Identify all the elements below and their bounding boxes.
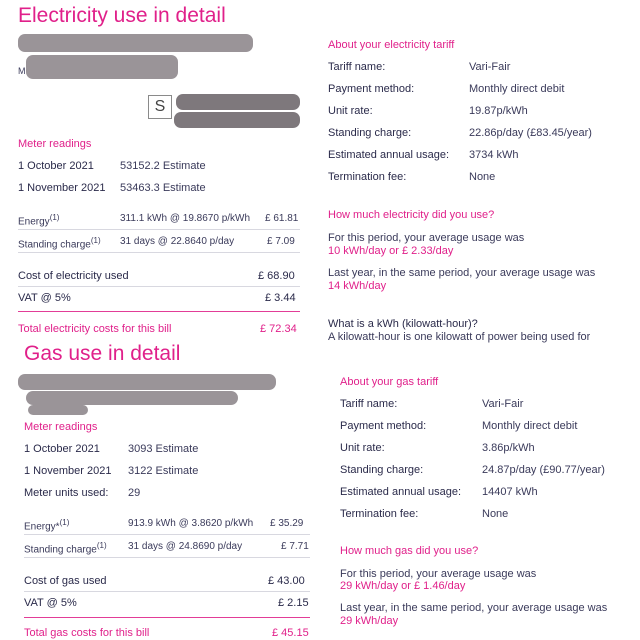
gas-meter-units-value: 29 bbox=[128, 487, 141, 499]
electricity-tariff-value-1: Vari-Fair bbox=[469, 61, 511, 73]
redacted-address-line-2 bbox=[26, 55, 178, 79]
gas-tariff-value-6: None bbox=[482, 508, 509, 520]
gas-energy-detail: 913.9 kWh @ 3.8620 p/kWh bbox=[128, 518, 254, 529]
electricity-vat-amount: £ 3.44 bbox=[265, 292, 296, 304]
meter-serial-prefix-box: S bbox=[148, 95, 172, 119]
kwh-text: A kilowatt-hour is one kilowatt of power being used for bbox=[328, 331, 591, 343]
gas-total-amount: £ 45.15 bbox=[272, 627, 309, 639]
gas-vat-label: VAT @ 5% bbox=[24, 597, 77, 609]
electricity-energy-label: Energy$^{(1)}$ bbox=[18, 213, 60, 228]
total-divider bbox=[24, 617, 310, 618]
electricity-period-text: For this period, your average usage was bbox=[328, 232, 525, 244]
gas-meter-readings-heading: Meter readings bbox=[24, 421, 98, 433]
electricity-usage-heading: How much electricity did you use? bbox=[328, 209, 495, 221]
gas-tariff-heading: About your gas tariff bbox=[340, 376, 439, 388]
electricity-tariff-value-4: 22.86p/day (£83.45/year) bbox=[469, 127, 592, 139]
gas-cost-label: Cost of gas used bbox=[24, 575, 107, 587]
electricity-small-m: M bbox=[18, 66, 26, 76]
gas-lastyear-value: 29 kWh/day bbox=[340, 615, 399, 627]
electricity-total-amount: £ 72.34 bbox=[260, 323, 297, 335]
electricity-tariff-label-3: Unit rate: bbox=[328, 105, 373, 117]
redacted-gas-address-2 bbox=[26, 391, 238, 405]
electricity-period-value: 10 kWh/day or £ 2.33/day bbox=[328, 245, 454, 257]
electricity-lastyear-value: 14 kWh/day bbox=[328, 280, 387, 292]
electricity-total-label: Total electricity costs for this bill bbox=[18, 323, 172, 335]
electricity-tariff-label-5: Estimated annual usage: bbox=[328, 149, 450, 161]
electricity-tariff-label-2: Payment method: bbox=[328, 83, 415, 95]
gas-period-text: For this period, your average usage was bbox=[340, 568, 537, 580]
gas-tariff-value-1: Vari-Fair bbox=[482, 398, 524, 410]
electricity-tariff-label-6: Termination fee: bbox=[328, 171, 407, 183]
electricity-tariff-value-6: None bbox=[469, 171, 496, 183]
redacted-gas-address-3 bbox=[28, 405, 88, 415]
electricity-meter-readings-heading: Meter readings bbox=[18, 138, 92, 150]
gas-tariff-label-4: Standing charge: bbox=[340, 464, 424, 476]
gas-title: Gas use in detail bbox=[24, 342, 181, 365]
gas-tariff-value-5: 14407 kWh bbox=[482, 486, 538, 498]
gas-vat-amount: £ 2.15 bbox=[278, 597, 309, 609]
electricity-energy-detail: 311.1 kWh @ 19.8670 p/kWh bbox=[120, 213, 251, 224]
divider bbox=[18, 252, 300, 253]
electricity-lastyear-text: Last year, in the same period, your average usage was bbox=[328, 267, 596, 279]
gas-energy-label: Energy*$^{(1)}$ bbox=[24, 518, 70, 533]
electricity-vat-label: VAT @ 5% bbox=[18, 292, 71, 304]
gas-tariff-label-5: Estimated annual usage: bbox=[340, 486, 462, 498]
electricity-standing-detail: 31 days @ 22.8640 p/day bbox=[120, 236, 235, 247]
electricity-standing-label: Standing charge$^{(1)}$ bbox=[18, 236, 101, 251]
gas-tariff-value-4: 24.87p/day (£90.77/year) bbox=[482, 464, 605, 476]
electricity-tariff-heading: About your electricity tariff bbox=[328, 39, 455, 51]
gas-standing-label: Standing charge$^{(1)}$ bbox=[24, 541, 107, 556]
gas-standing-amount: £ 7.71 bbox=[281, 541, 309, 552]
redacted-address-line-1 bbox=[18, 34, 253, 52]
gas-tariff-label-1: Tariff name: bbox=[340, 398, 398, 410]
gas-energy-amount: £ 35.29 bbox=[270, 518, 304, 529]
redacted-meter-serial-2 bbox=[174, 112, 300, 128]
electricity-tariff-value-2: Monthly direct debit bbox=[469, 83, 565, 95]
electricity-tariff-value-5: 3734 kWh bbox=[469, 149, 519, 161]
gas-reading-date-2: 1 November 2021 bbox=[24, 465, 112, 477]
divider bbox=[24, 557, 310, 558]
gas-tariff-value-2: Monthly direct debit bbox=[482, 420, 578, 432]
redacted-meter-serial-1 bbox=[176, 94, 300, 110]
gas-usage-heading: How much gas did you use? bbox=[340, 545, 479, 557]
electricity-reading-value-1: 53152.2 Estimate bbox=[120, 160, 206, 172]
electricity-tariff-label-4: Standing charge: bbox=[328, 127, 412, 139]
gas-tariff-value-3: 3.86p/kWh bbox=[482, 442, 535, 454]
redacted-gas-address-1 bbox=[18, 374, 276, 390]
gas-cost-amount: £ 43.00 bbox=[268, 575, 305, 587]
electricity-cost-amount: £ 68.90 bbox=[258, 270, 295, 282]
electricity-tariff-value-3: 19.87p/kWh bbox=[469, 105, 528, 117]
gas-reading-date-1: 1 October 2021 bbox=[24, 443, 100, 455]
kwh-heading: What is a kWh (kilowatt-hour)? bbox=[328, 318, 478, 330]
divider bbox=[24, 534, 310, 535]
gas-period-value: 29 kWh/day or £ 1.46/day bbox=[340, 580, 466, 592]
gas-tariff-label-6: Termination fee: bbox=[340, 508, 419, 520]
divider bbox=[18, 286, 300, 287]
gas-total-label: Total gas costs for this bill bbox=[24, 627, 150, 639]
electricity-reading-date-2: 1 November 2021 bbox=[18, 182, 106, 194]
divider bbox=[24, 591, 310, 592]
electricity-reading-value-2: 53463.3 Estimate bbox=[120, 182, 206, 194]
gas-reading-value-1: 3093 Estimate bbox=[128, 443, 199, 455]
gas-standing-detail: 31 days @ 24.8690 p/day bbox=[128, 541, 243, 552]
electricity-standing-amount: £ 7.09 bbox=[267, 236, 295, 247]
electricity-title: Electricity use in detail bbox=[18, 4, 226, 27]
electricity-tariff-label-1: Tariff name: bbox=[328, 61, 386, 73]
gas-meter-units-label: Meter units used: bbox=[24, 487, 109, 499]
gas-tariff-label-3: Unit rate: bbox=[340, 442, 385, 454]
gas-tariff-label-2: Payment method: bbox=[340, 420, 427, 432]
gas-lastyear-text: Last year, in the same period, your average usage was bbox=[340, 602, 608, 614]
electricity-cost-label: Cost of electricity used bbox=[18, 270, 129, 282]
divider bbox=[18, 229, 300, 230]
total-divider bbox=[18, 311, 300, 312]
electricity-reading-date-1: 1 October 2021 bbox=[18, 160, 94, 172]
electricity-energy-amount: £ 61.81 bbox=[265, 213, 299, 224]
gas-reading-value-2: 3122 Estimate bbox=[128, 465, 199, 477]
